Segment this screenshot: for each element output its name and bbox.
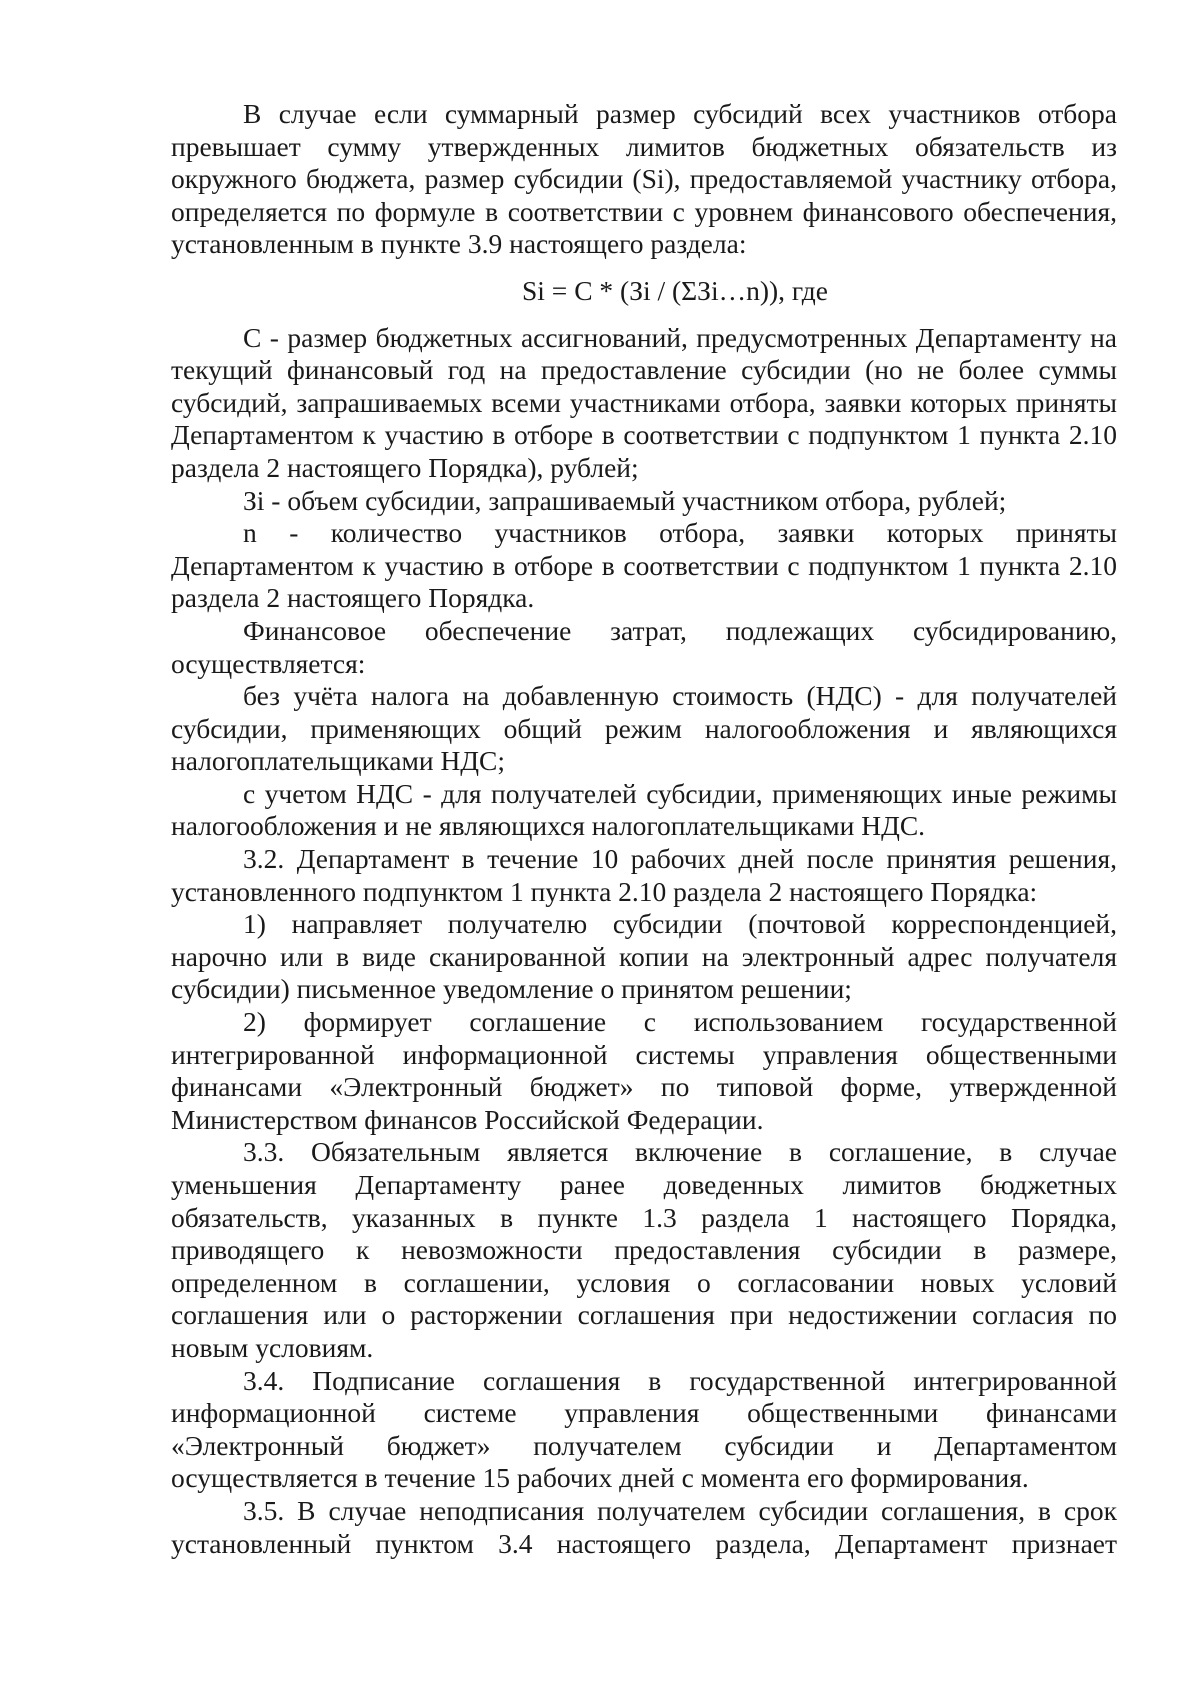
paragraph-section-3-3: 3.3. Обязательным является включение в соглашение, в случае уменьшения Департаменту ранее доведенных лимитов бюджетных обязательств, указанных в пункте 1.3 раздела 1 настоящего Порядка, приводящего к невозможности предоставления субсидии в размере, определенном в соглашении, условия о согласовании новых условий соглашения или о расторжении соглашения при недостижении согласия по новым условиям. <box>171 1136 1117 1363</box>
paragraph-variable-c: С - размер бюджетных ассигнований, предусмотренных Департаменту на текущий финансовый год на предоставление субсидии (но не более суммы субсидий, запрашиваемых всеми участниками отбора, заявки которых приняты Департаментом к участию в отборе в соответствии с подпунктом 1 пункта 2.10 раздела 2 настоящего Порядка), рублей; <box>171 321 1117 483</box>
subsidy-formula: Si = С * (Зi / (ΣЗi…n)), где <box>522 274 829 306</box>
paragraph-with-vat: с учетом НДС - для получателей субсидии, применяющих иные режимы налогообложения и не являющихся налогоплательщиками НДС. <box>171 777 1117 842</box>
paragraph-without-vat: без учёта налога на добавленную стоимость (НДС) - для получателей субсидии, применяющих общий режим налогообложения и являющихся налогоплательщиками НДС; <box>171 680 1117 777</box>
paragraph-variable-n: n - количество участников отбора, заявки которых приняты Департаментом к участию в отборе в соответствии с подпунктом 1 пункта 2.10 раздела 2 настоящего Порядка. <box>171 517 1117 614</box>
paragraph-section-3-4: 3.4. Подписание соглашения в государственной интегрированной информационной системе управления общественными финансами «Электронный бюджет» получателем субсидии и Департаментом осуществляется в течение 15 рабочих дней с момента его формирования. <box>171 1364 1117 1494</box>
document-body <box>171 98 1117 1560</box>
paragraph-section-3-5: 3.5. В случае неподписания получателем субсидии соглашения, в срок установленный пунктом 3.4 настоящего раздела, Департамент признает <box>171 1494 1117 1559</box>
paragraph-variable-zi: Зi - объем субсидии, запрашиваемый участником отбора, рублей; <box>243 484 1007 516</box>
paragraph-financing-intro: Финансовое обеспечение затрат, подлежащих субсидированию, осуществляется: <box>171 614 1117 679</box>
paragraph-item-2: 2) формирует соглашение с использованием государственной интегрированной информационной системы управления общественными финансами «Электронный бюджет» по типовой форме, утвержденной Министерством финансов Российской Федерации. <box>171 1006 1117 1135</box>
paragraph-section-3-2: 3.2. Департамент в течение 10 рабочих дней после принятия решения, установленного подпунктом 1 пункта 2.10 раздела 2 настоящего Порядка: <box>171 843 1117 907</box>
paragraph-item-1: 1) направляет получателю субсидии (почтовой корреспонденцией, нарочно или в виде сканированной копии на электронный адрес получателя субсидии) письменное уведомление о принятом решении; <box>171 908 1117 1005</box>
paragraph-subsidy-excess: В случае если суммарный размер субсидий всех участников отбора превышает сумму утвержденных лимитов бюджетных обязательств из окружного бюджета, размер субсидии (Si), предоставляемой участнику отбора, определяется по формуле в соответствии с уровнем финансового обеспечения, установленным в пункте 3.9 настоящего раздела: <box>171 98 1117 260</box>
